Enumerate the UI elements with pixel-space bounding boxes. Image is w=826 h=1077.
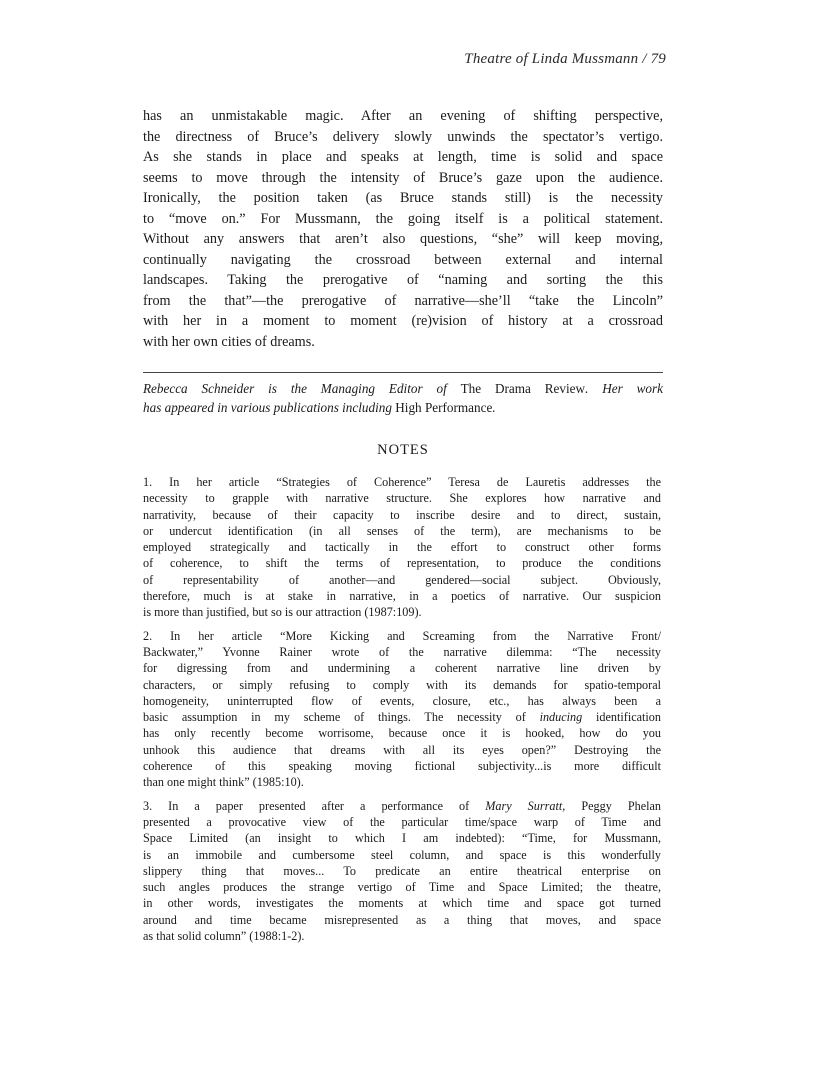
note-text: , Peggy Phelan <box>562 798 661 813</box>
note-line: such angles produces the strange vertigo of Time and Space Limited; the theatre, <box>143 880 661 895</box>
body-line: landscapes. Taking the prerogative of “naming and sorting the this <box>143 272 663 288</box>
body-line: has an unmistakable magic. After an evening of shifting perspective, <box>143 108 663 124</box>
note-line: necessity to grapple with narrative structure. She explores how narrative and <box>143 491 661 506</box>
note-line: characters, or simply refusing to comply with its demands for spatio-temporal <box>143 677 661 692</box>
note-line: 1. In her article “Strategies of Coherence” Teresa de Lauretis addresses the <box>143 475 661 489</box>
body-line: continually navigating the crossroad between external and internal <box>143 251 663 268</box>
body-line: from the that”—the prerogative of narrative—she’ll “take the Lincoln” <box>143 292 663 309</box>
body-line: with her own cities of dreams. <box>143 333 315 350</box>
main-paragraph <box>143 106 663 352</box>
note-line: as that solid column” (1988:1-2). <box>143 929 305 944</box>
note-line: narrativity, because of their capacity to inscribe desire and to direct, sustain, <box>143 507 661 522</box>
note-line: than one might think” (1985:10). <box>143 775 304 790</box>
note-line: employed strategically and tactically in the effort to construct other forms <box>143 540 661 555</box>
author-bio <box>143 380 663 417</box>
running-head: Theatre of Linda Mussmann / 79 <box>464 51 666 67</box>
note-line: of representability of another—and gendered—social subject. Obviously, <box>143 572 661 587</box>
bio-line <box>143 399 663 418</box>
bio-text: has appeared in various publications including <box>143 399 396 415</box>
body-line: Without any answers that aren’t also questions, “she” will keep moving, <box>143 231 663 247</box>
note-line <box>143 798 661 814</box>
note-line: is more than justified, but so is our attraction (1987:109). <box>143 605 422 620</box>
body-line: the directness of Bruce’s delivery slowly unwinds the spectator’s vertigo. <box>143 128 663 145</box>
bio-text: . <box>492 399 496 415</box>
body-line: Ironically, the position taken (as Bruce stands still) is the necessity <box>143 190 663 206</box>
note-line: presented a provocative view of the particular time/space warp of Time and <box>143 814 661 829</box>
note-line: unhook this audience that dreams with all its eyes open?” Destroying the <box>143 742 661 757</box>
body-line: As she stands in place and speaks at length, time is solid and space <box>143 149 663 165</box>
body-line: seems to move through the intensity of Bruce’s gaze upon the audience. <box>143 169 663 186</box>
note-line: for digressing from and undermining a coherent narrative line driven by <box>143 661 661 676</box>
play-title: Mary Surratt <box>485 798 563 813</box>
note-line: is an immobile and cumbersome steel column, and space is this wonderfully <box>143 847 661 862</box>
notes-section <box>143 474 661 951</box>
journal-title: The Drama Review <box>460 381 586 396</box>
note-line: Backwater,” Yvonne Rainer wrote of the narrative dilemma: “The necessity <box>143 644 661 659</box>
notes-heading: NOTES <box>377 442 429 458</box>
bio-text: Rebecca Schneider is the Managing Editor of <box>143 381 461 396</box>
note-text: identification <box>582 710 661 725</box>
note-3 <box>143 798 661 945</box>
note-line: in other words, investigates the moments at which time and space got turned <box>143 896 661 911</box>
note-line: Space Limited (an insight to which I am indebted): “Time, for Mussmann, <box>143 831 661 846</box>
note-line: slippery thing that moves... To predicate an entire theatrical enterprise on <box>143 863 661 878</box>
section-divider <box>143 372 663 373</box>
note-line: 2. In her article “More Kicking and Screaming from the Narrative Front/ <box>143 628 661 643</box>
note-line <box>143 709 661 725</box>
note-1 <box>143 474 661 621</box>
note-line: has only recently become worrisome, because once it is hooked, how do you <box>143 726 661 741</box>
note-2 <box>143 628 661 791</box>
note-text: basic assumption in my scheme of things. The necessity of <box>143 710 540 725</box>
body-line: with her in a moment to moment (re)vision of history at a crossroad <box>143 313 663 329</box>
note-line: of coherence, to shift the terms of representation, to produce the conditions <box>143 556 661 571</box>
journal-title: High Performance <box>395 399 493 415</box>
note-line: homogeneity, uninterrupted flow of events, closure, etc., has always been a <box>143 693 661 708</box>
note-line: therefore, much is at stake in narrative, in a poetics of narrative. Our suspicion <box>143 589 661 604</box>
note-line: around and time became misrepresented as a thing that moves, and space <box>143 912 661 927</box>
emphasis-text: inducing <box>539 710 583 725</box>
note-line: or undercut identification (in all senses of the term), are mechanisms to be <box>143 523 661 538</box>
body-line: to “move on.” For Mussmann, the going itself is a political statement. <box>143 210 663 227</box>
note-text: 3. In a paper presented after a performance of <box>143 798 486 813</box>
bio-line <box>143 380 663 399</box>
note-line: coherence of this speaking moving fictional subjectivity...is more difficult <box>143 759 661 774</box>
bio-text: . Her work <box>585 381 664 396</box>
